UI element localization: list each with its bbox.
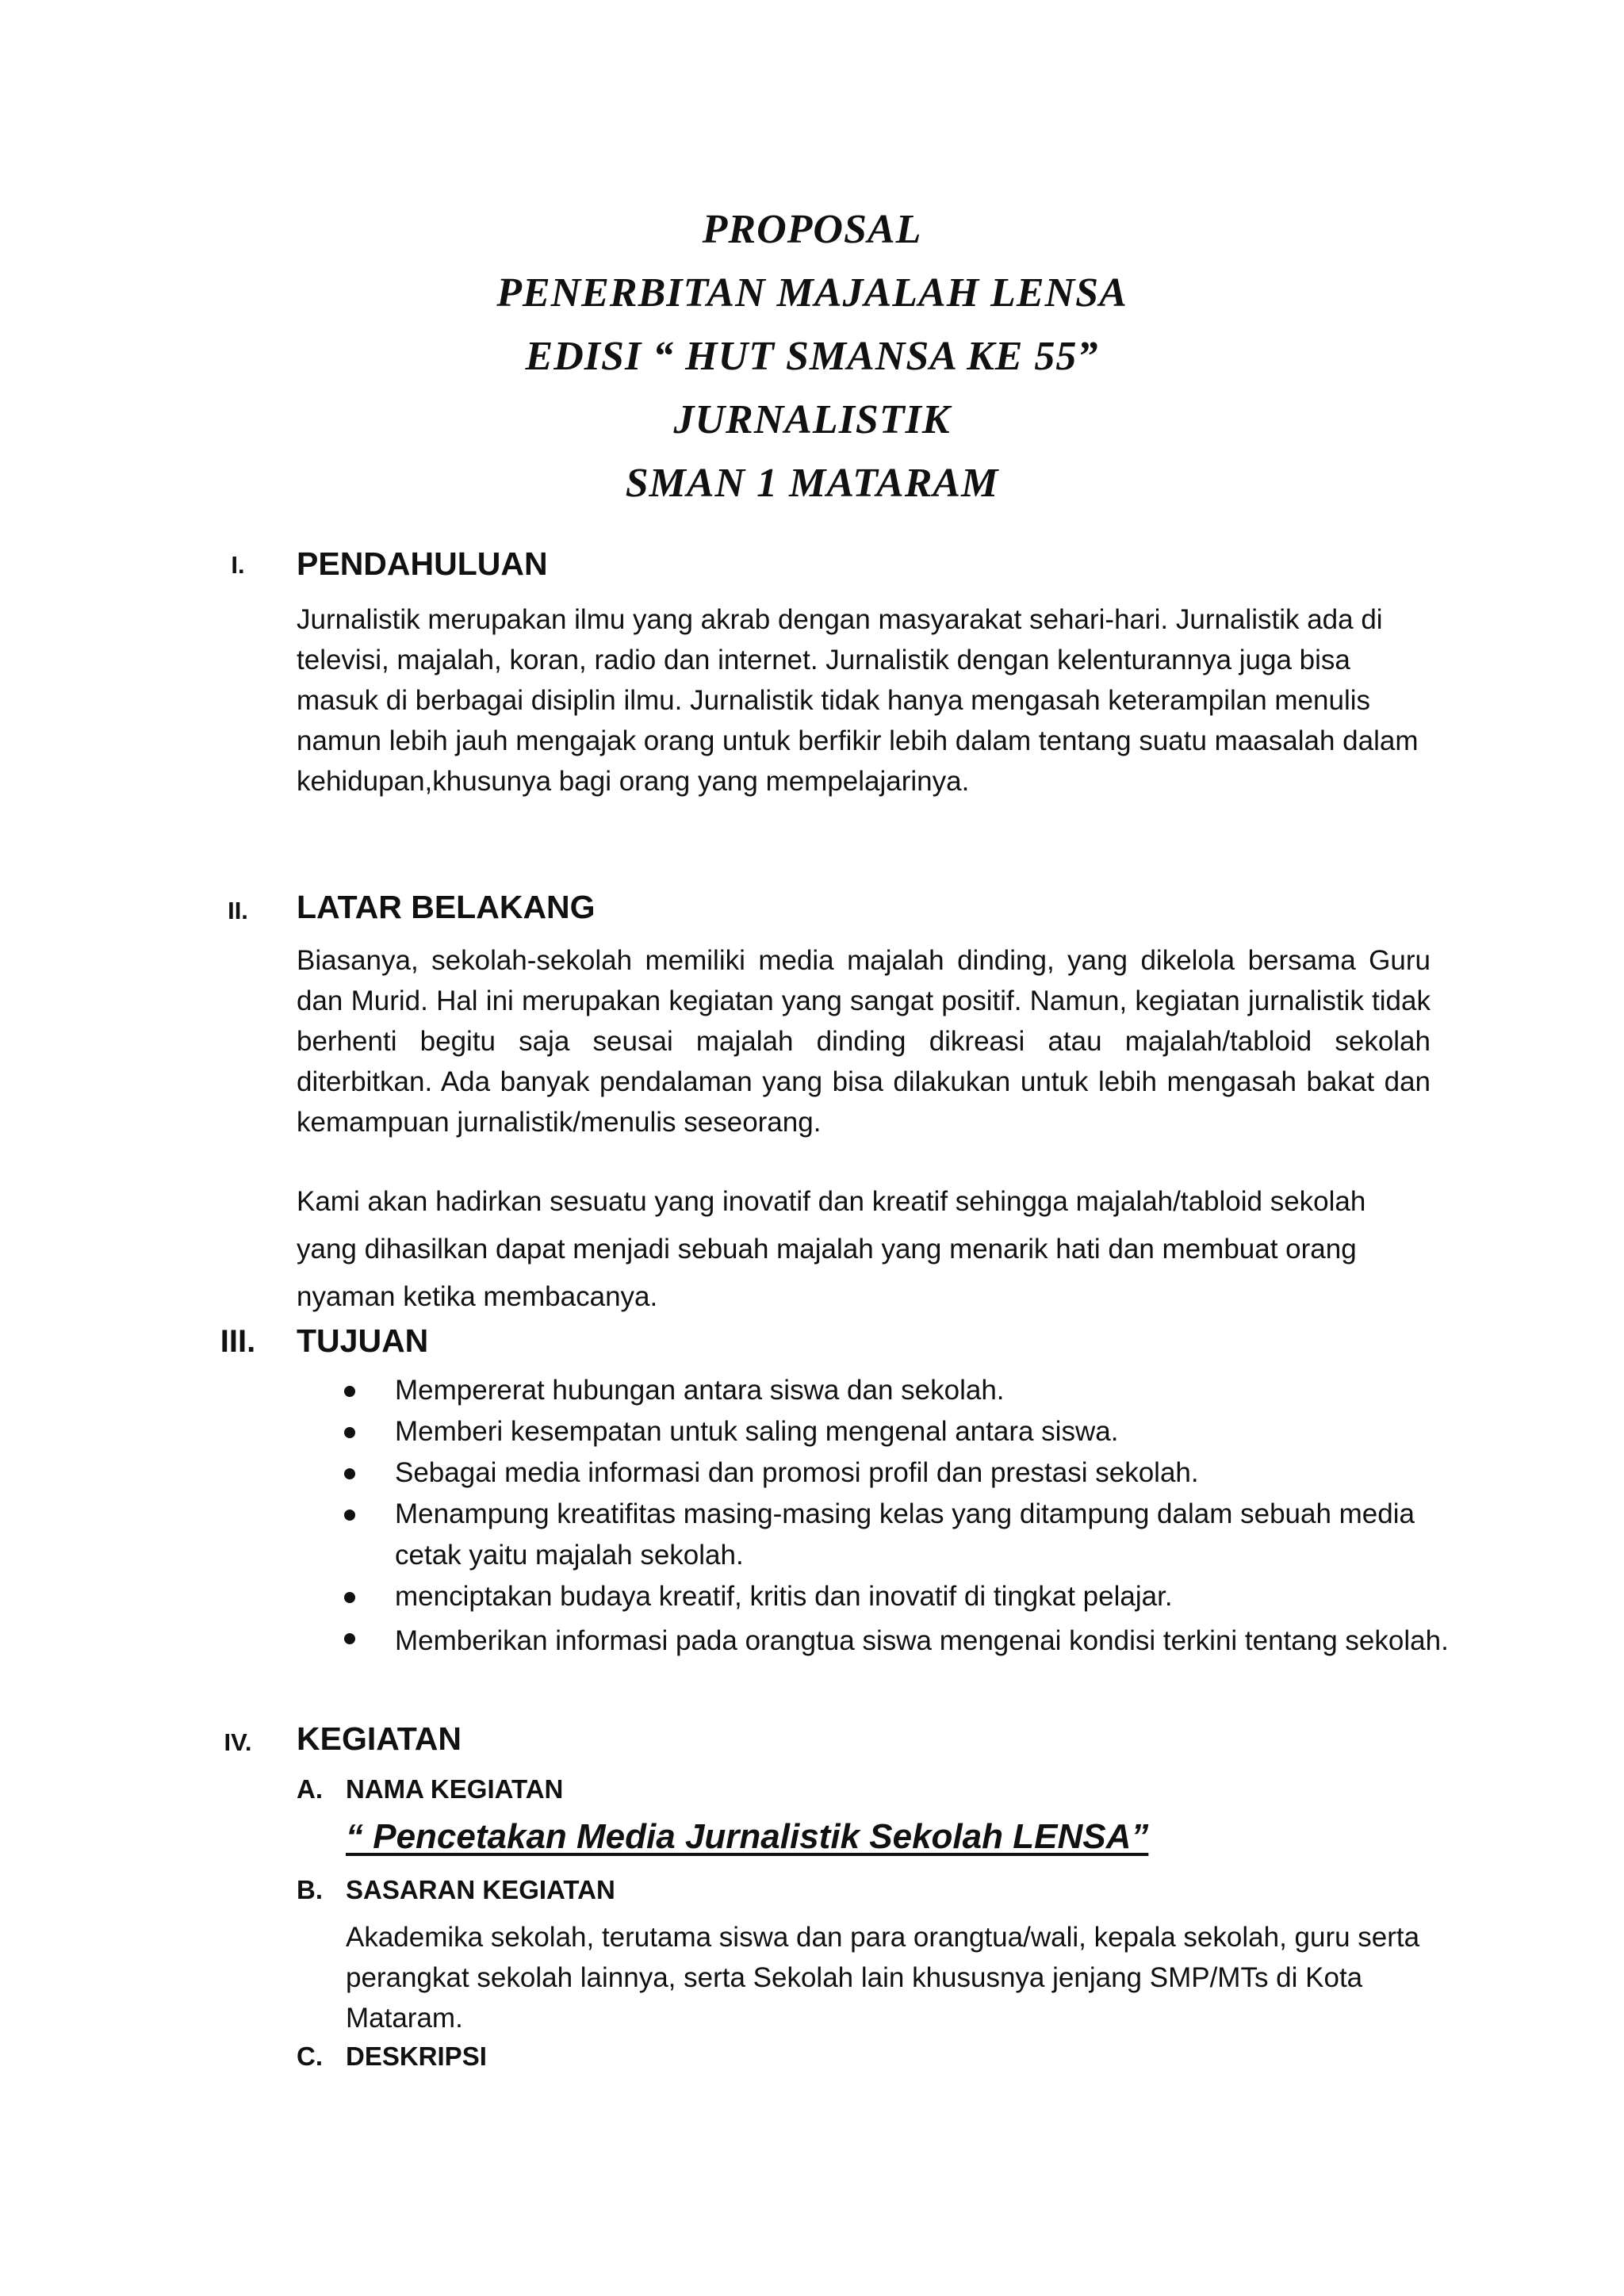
tujuan-list xyxy=(341,1370,1451,1665)
list-item: Memberikan informasi pada orangtua siswa mengenai kondisi terkini tentang sekolah. xyxy=(341,1617,1451,1665)
bullet-icon xyxy=(344,1510,355,1521)
section-number-3: III. xyxy=(220,1324,256,1359)
title-line-5: SMAN 1 MATARAM xyxy=(625,461,999,506)
section-heading-pendahuluan: PENDAHULUAN xyxy=(297,545,548,582)
list-item: Memberi kesempatan untuk saling mengenal antara siswa. xyxy=(341,1411,1451,1452)
event-name: “ Pencetakan Media Jurnalistik Sekolah LENSA” xyxy=(346,1817,1149,1856)
list-item: Mempererat hubungan antara siswa dan sekolah. xyxy=(341,1370,1451,1411)
section-number-4: IV. xyxy=(224,1728,252,1756)
latar-belakang-paragraph-2: Kami akan hadirkan sesuatu yang inovatif dan kreatif sehingga majalah/tabloid sekolah yang dihasilkan dapat menjadi sebuah majalah yang menarik hati dan membuat orang nyaman ketika membacanya. xyxy=(297,1186,1366,1312)
title-line-1: PROPOSAL xyxy=(702,207,922,252)
list-item: Sebagai media informasi dan promosi profil dan prestasi sekolah. xyxy=(341,1452,1451,1494)
bullet-icon xyxy=(344,1427,355,1438)
document-title xyxy=(0,198,1624,515)
section-number-1: I. xyxy=(231,551,245,579)
bullet-icon xyxy=(344,1633,355,1644)
subsection-heading-sasaran-kegiatan: SASARAN KEGIATAN xyxy=(346,1875,615,1904)
subsection-letter-c: C. xyxy=(297,2042,323,2071)
section-heading-kegiatan: KEGIATAN xyxy=(297,1720,462,1757)
bullet-icon xyxy=(344,1468,355,1479)
latar-belakang-paragraph-1: Biasanya, sekolah-sekolah memiliki media majalah dinding, yang dikelola bersama Guru dan Murid. Hal ini merupakan kegiatan yang sangat positif. Namun, kegiatan jurnalistik tidak berhenti begitu saja seusai majalah dinding dikreasi atau majalah/tabloid sekolah diterbitkan. Ada banyak pendalaman yang bisa dilakukan untuk lebih mengasah bakat dan kemampuan jurnalistik/menulis seseorang. xyxy=(297,945,1431,1138)
sasaran-kegiatan-paragraph: Akademika sekolah, terutama siswa dan para orangtua/wali, kepala sekolah, guru serta perangkat sekolah lainnya, serta Sekolah lain khususnya jenjang SMP/MTs di Kota Mataram. xyxy=(346,1922,1420,2034)
title-line-3: EDISI “ HUT SMANSA KE 55” xyxy=(525,334,1099,379)
list-item: menciptakan budaya kreatif, kritis dan inovatif di tingkat pelajar. xyxy=(341,1576,1451,1617)
subsection-letter-b: B. xyxy=(297,1875,323,1904)
list-item: Menampung kreatifitas masing-masing kelas yang ditampung dalam sebuah media cetak yaitu majalah sekolah. xyxy=(341,1494,1451,1576)
section-heading-latar-belakang: LATAR BELAKANG xyxy=(297,889,596,925)
subsection-heading-deskripsi: DESKRIPSI xyxy=(346,2042,487,2071)
section-heading-tujuan: TUJUAN xyxy=(297,1322,429,1359)
title-line-4: JURNALISTIK xyxy=(673,397,951,442)
pendahuluan-paragraph: Jurnalistik merupakan ilmu yang akrab dengan masyarakat sehari-hari. Jurnalistik ada di televisi, majalah, koran, radio dan internet. Jurnalistik dengan kelenturannya juga bisa masuk di berbagai disiplin ilmu. Jurnalistik tidak hanya mengasah keterampilan menulis namun lebih jauh mengajak orang untuk berfikir lebih dalam tentang suatu maasalah dalam kehidupan,khusunya bagi orang yang mempelajarinya. xyxy=(297,604,1419,797)
section-number-2: II. xyxy=(228,897,248,924)
title-line-2: PENERBITAN MAJALAH LENSA xyxy=(496,270,1128,316)
bullet-icon xyxy=(344,1386,355,1397)
bullet-icon xyxy=(344,1592,355,1603)
subsection-letter-a: A. xyxy=(297,1774,323,1804)
subsection-heading-nama-kegiatan: NAMA KEGIATAN xyxy=(346,1774,564,1804)
